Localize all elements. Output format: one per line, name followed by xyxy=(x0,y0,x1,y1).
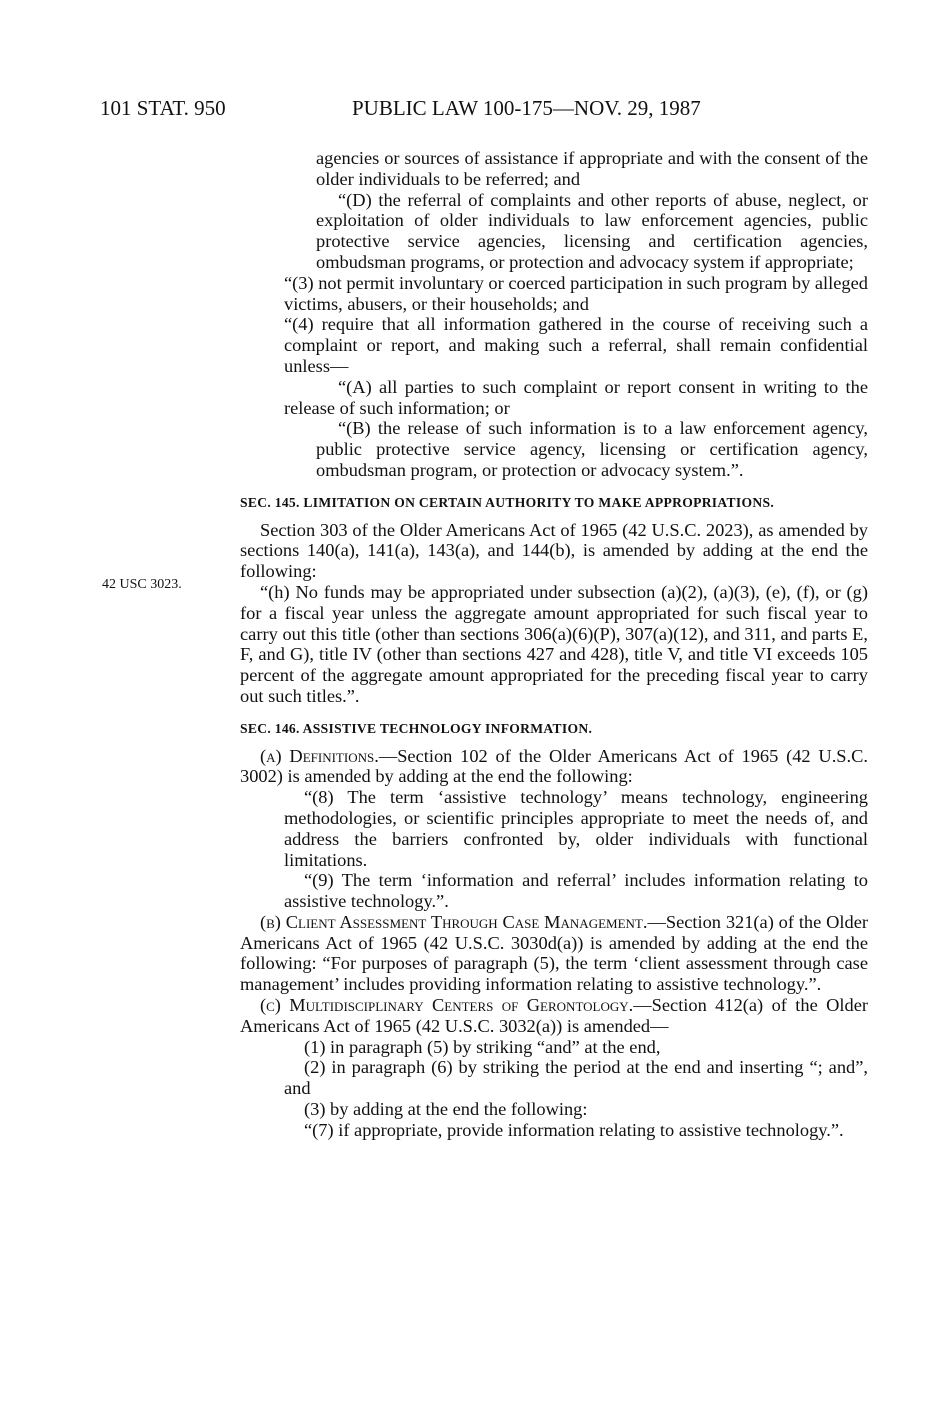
paragraph-3: “(3) not permit involuntary or coerced participation in such program by alleged victims, abusers, or their households; and xyxy=(284,272,868,314)
subsection-b-label: (b) Client Assessment Through Case Management. xyxy=(260,911,648,932)
margin-note-usc-citation: 42 USC 3023. xyxy=(102,577,182,592)
paragraph-a: “(A) all parties to such complaint or report consent in writing to the release of such information; or xyxy=(284,376,868,418)
definition-8: “(8) The term ‘assistive technology’ means technology, engineering methodologies, or scientific principles appropriate to meet the needs of, and address the barriers confronted by, older individuals with functional limitations. xyxy=(284,787,868,870)
definition-9: “(9) The term ‘information and referral’ includes information relating to assistive technology.”. xyxy=(284,870,868,912)
amendment-1: (1) in paragraph (5) by striking “and” at the end, xyxy=(304,1036,661,1057)
paragraph-d: “(D) the referral of complaints and other reports of abuse, neglect, or exploitation of older individuals to law enforcement agencies, public protective service agencies, licensing and certification agencies, ombudsman programs, or protection and advocacy system if appropriate; xyxy=(316,189,868,272)
subsection-c-label: (c) Multidisciplinary Centers of Gerontology. xyxy=(260,995,634,1016)
subsection-a xyxy=(240,746,868,788)
section-145-heading: SEC. 145. LIMITATION ON CERTAIN AUTHORITY TO MAKE APPROPRIATIONS. xyxy=(240,494,775,510)
paragraph-continuation: agencies or sources of assistance if appropriate and with the consent of the older individuals to be referred; and xyxy=(316,148,868,189)
amendment-2: (2) in paragraph (6) by striking the period at the end and inserting “; and”, and xyxy=(284,1057,868,1099)
paragraph-b: “(B) the release of such information is to a law enforcement agency, public protective service agency, licensing or certification agency, ombudsman program, or protection or advocacy system.”. xyxy=(316,418,868,480)
amendment-3: (3) by adding at the end the following: xyxy=(304,1099,588,1120)
subsection-a-label: (a) Definitions. xyxy=(260,745,379,766)
section-146-heading: SEC. 146. ASSISTIVE TECHNOLOGY INFORMATION. xyxy=(240,720,593,736)
document-body xyxy=(240,148,868,1141)
subsection-h: “(h) No funds may be appropriated under subsection (a)(2), (a)(3), (e), (f), or (g) for a fiscal year unless the aggregate amount appropriated for such fiscal year to carry out this title (other than sections 306(a)(6)(P), 307(a)(12), and 311, and parts E, F, and G), title IV (other than sections 427 and 428), title V, and title VI exceeds 105 percent of the aggregate amount appropriated for the preceding fiscal year to carry out such titles.”. xyxy=(240,581,868,706)
section-145-text: Section 303 of the Older Americans Act of 1965 (42 U.S.C. 2023), as amended by sections 140(a), 141(a), 143(a), and 144(b), is amended by adding at the end the following: xyxy=(240,519,868,582)
statute-page-number: 101 STAT. 950 xyxy=(100,96,226,120)
subsection-c-text: —Section 412(a) of the Older Americans Act of 1965 (42 U.S.C. 3032(a)) is amended— xyxy=(240,995,868,1036)
subsection-c xyxy=(240,995,868,1037)
subsection-a-text: —Section 102 of the Older Americans Act of 1965 (42 U.S.C. 3002) is amended by adding at the end the following: xyxy=(240,745,868,787)
page-header xyxy=(100,96,888,130)
public-law-title: PUBLIC LAW 100-175—NOV. 29, 1987 xyxy=(352,96,701,120)
subsection-b xyxy=(240,912,868,995)
subsection-b-text: —Section 321(a) of the Older Americans Act of 1965 (42 U.S.C. 3030d(a)) is amended by adding at the end the following: “For purposes of paragraph (5), the term ‘client assessment through case management’ includes providing information relating to assistive technology.”. xyxy=(240,911,868,995)
paragraph-7-insert: “(7) if appropriate, provide information relating to assistive technology.”. xyxy=(304,1119,844,1140)
paragraph-4: “(4) require that all information gathered in the course of receiving such a complaint or report, and making such a referral, shall remain confidential unless— xyxy=(284,314,868,376)
